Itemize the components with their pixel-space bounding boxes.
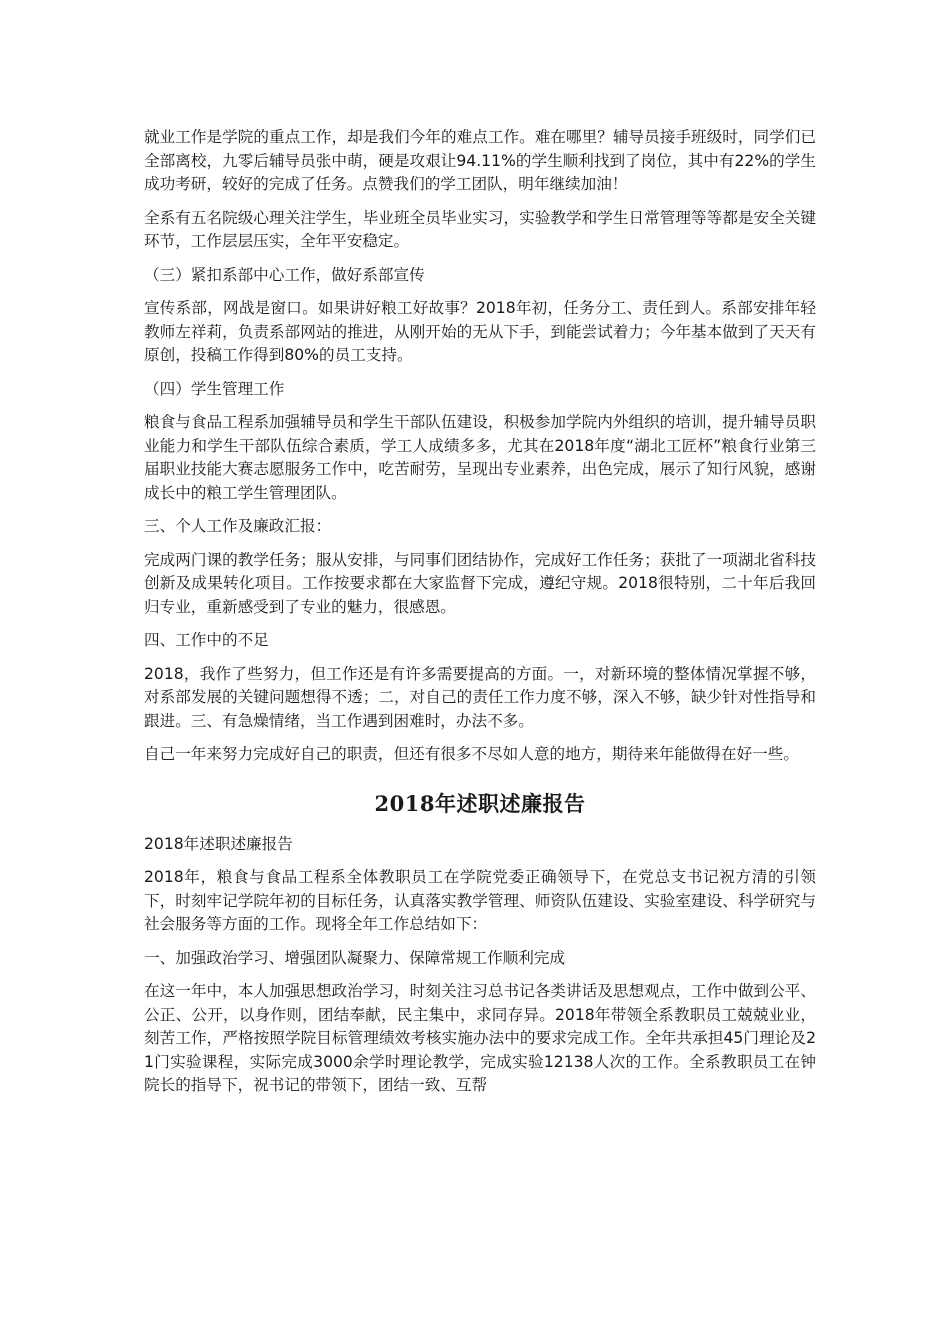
paragraph-employment: 就业工作是学院的重点工作，却是我们今年的难点工作。难在哪里？辅导员接手班级时，同学们已全部离校，九零后辅导员张中萌，硬是攻艰让94.11%的学生顺利找到了岗位，其中有22%的学生成功考研，较好的完成了任务。点赞我们的学工团队，明年继续加油！ [144, 128, 816, 193]
paragraph-shortcomings: 2018，我作了些努力，但工作还是有许多需要提高的方面。一，对新环境的整体情况掌握不够，对系部发展的关键问题想得不透；二，对自己的责任工作力度不够，深入不够，缺少针对性指导和跟进。三、有急燥情绪，当工作遇到困难时，办法不多。 [144, 664, 816, 730]
section-heading-shortcomings: 四、工作中的不足 [144, 631, 269, 649]
paragraph-safety: 全系有五名院级心理关注学生，毕业班全员毕业实习，实验教学和学生日常管理等等都是安全关键环节，工作层层压实，全年平安稳定。 [144, 208, 816, 250]
paragraph-publicity: 宣传系部，网战是窗口。如果讲好粮工好故事？2018年初，任务分工、责任到人。系部安排年轻教师左祥莉，负责系部网站的推进，从刚开始的无从下手，到能尝试着力；今年基本做到了天天有原创，投稿工作得到80%的员工支持。 [144, 299, 816, 364]
section-heading-political-study: 一、加强政治学习、增强团队凝聚力、保障常规工作顺利完成 [144, 948, 566, 967]
section-heading-personal-work: 三、个人工作及廉政汇报： [144, 517, 332, 535]
document-page [144, 126, 816, 1108]
section-heading-publicity: （三）紧扣系部中心工作，做好系部宣传 [144, 265, 425, 284]
report-title: 2018年述职述廉报告 [374, 790, 586, 816]
paragraph-political-study: 在这一年中，本人加强思想政治学习，时刻关注习总书记各类讲话及思想观点，工作中做到公平、公正、公开，以身作则，团结奉献，民主集中，求同存异。2018年带领全系教职员工兢兢业业，刻苦工作，严格按照学院目标管理绩效考核实施办法中的要求完成工作。全年共承担45门理论及21门实验课程，实际完成3000余学时理论教学，完成实验12138人次的工作。全系教职员工在钟院长的指导下，祝书记的带领下，团结一致、互帮 [144, 982, 816, 1094]
paragraph-student-management: 粮食与食品工程系加强辅导员和学生干部队伍建设，积极参加学院内外组织的培训，提升辅导员职业能力和学生干部队伍综合素质，学工人成绩多多，尤其在2018年度“湖北工匠杯”粮食行业第三届职业技能大赛志愿服务工作中，吃苦耐劳，呈现出专业素养，出色完成，展示了知行风貌，感谢成长中的粮工学生管理团队。 [144, 413, 816, 502]
section-heading-student-management: （四）学生管理工作 [144, 379, 285, 398]
paragraph-personal-work: 完成两门课的教学任务；服从安排，与同事们团结协作，完成好工作任务；获批了一项湖北省科技创新及成果转化项目。工作按要求都在大家监督下完成，遵纪守规。2018很特别，二十年后我回归专业，重新感受到了专业的魅力，很感恩。 [144, 550, 816, 616]
report-subtitle: 2018年述职述廉报告 [144, 834, 293, 853]
paragraph-intro: 2018年，粮食与食品工程系全体教职员工在学院党委正确领导下，在党总支书记祝方清的引领下，时刻牢记学院年初的目标任务，认真落实教学管理、师资队伍建设、实验室建设、科学研究与社会服务等方面的工作。现将全年工作总结如下： [144, 868, 816, 933]
paragraph-closing: 自己一年来努力完成好自己的职责，但还有很多不尽如人意的地方，期待来年能做得在好一些。 [144, 745, 799, 763]
